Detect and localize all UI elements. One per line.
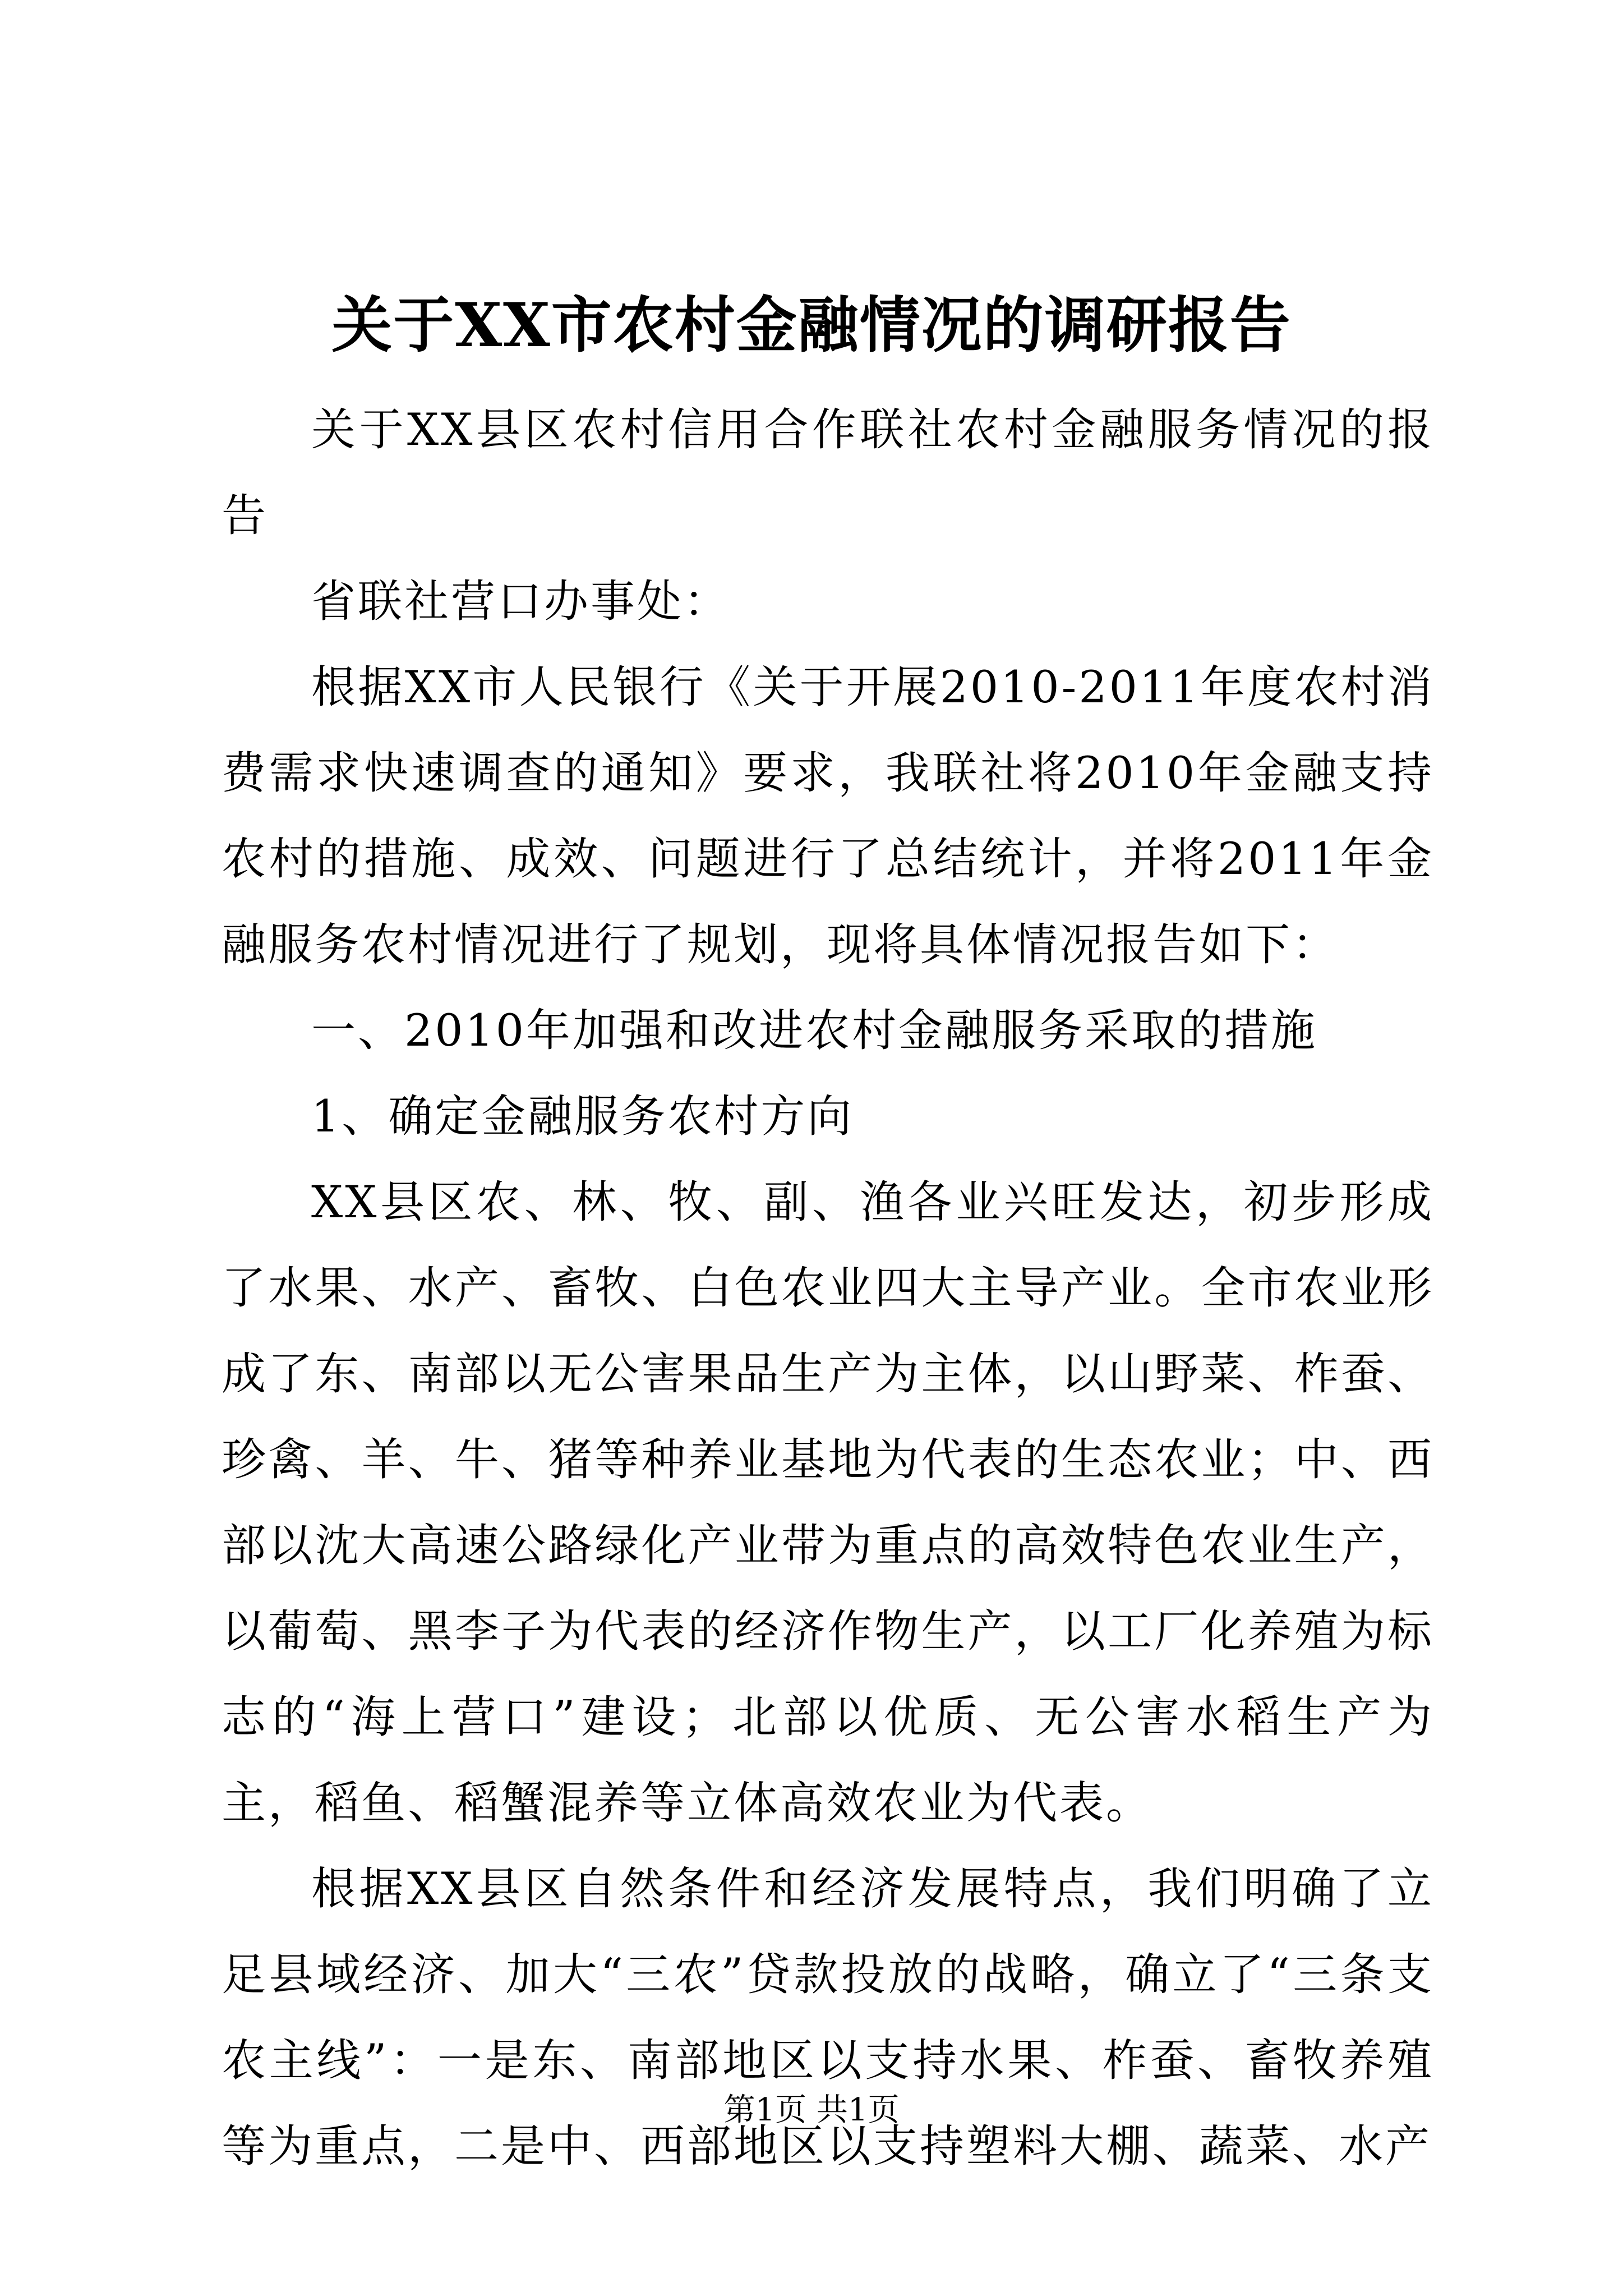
report-subtitle: 关于XX县区农村信用合作联社农村金融服务情况的报告 [222,404,1434,541]
document-title: 关于XX市农村金融情况的调研报告 [331,290,1292,361]
subsection-heading: 1、确定金融服务农村方向 [311,1091,854,1142]
body-paragraph: XX县区农、林、牧、副、渔各业兴旺发达，初步形成了水果、水产、畜牧、白色农业四大主导产业。全市农业形成了东、南部以无公害果品生产为主体，以山野菜、柞蚕、珍禽、羊、牛、猪等种养业基地为代表的生态农业；中、西部以沈大高速公路绿化产业带为重点的高效特色农业生产，以葡萄、黑李子为代表的经济作物生产，以工厂化养殖为标志的“海上营口”建设；北部以优质、无公害水稻生产为主，稻鱼、稻蟹混养等立体高效农业为代表。 [222,1176,1434,1829]
addressee: 省联社营口办事处： [311,576,730,627]
section-heading: 一、2010年加强和改进农村金融服务采取的措施 [311,1005,1318,1056]
document-body [222,387,1434,2189]
body-paragraph: 根据XX市人民银行《关于开展2010-2011年度农村消费需求快速调查的通知》要求，我联社将2010年金融支持农村的措施、成效、问题进行了总结统计，并将2011年金融服务农村情况进行了规划，现将具体情况报告如下： [222,661,1434,970]
page-footer: 第1页 共1页 [723,2092,900,2128]
body-paragraph: 根据XX县区自然条件和经济发展特点，我们明确了立足县域经济、加大“三农”贷款投放的战略，确立了“三条支农主线”：一是东、南部地区以支持水果、柞蚕、畜牧养殖等为重点，二是中、西部地区以支持塑料大棚、蔬菜、水产 [222,1863,1434,2172]
